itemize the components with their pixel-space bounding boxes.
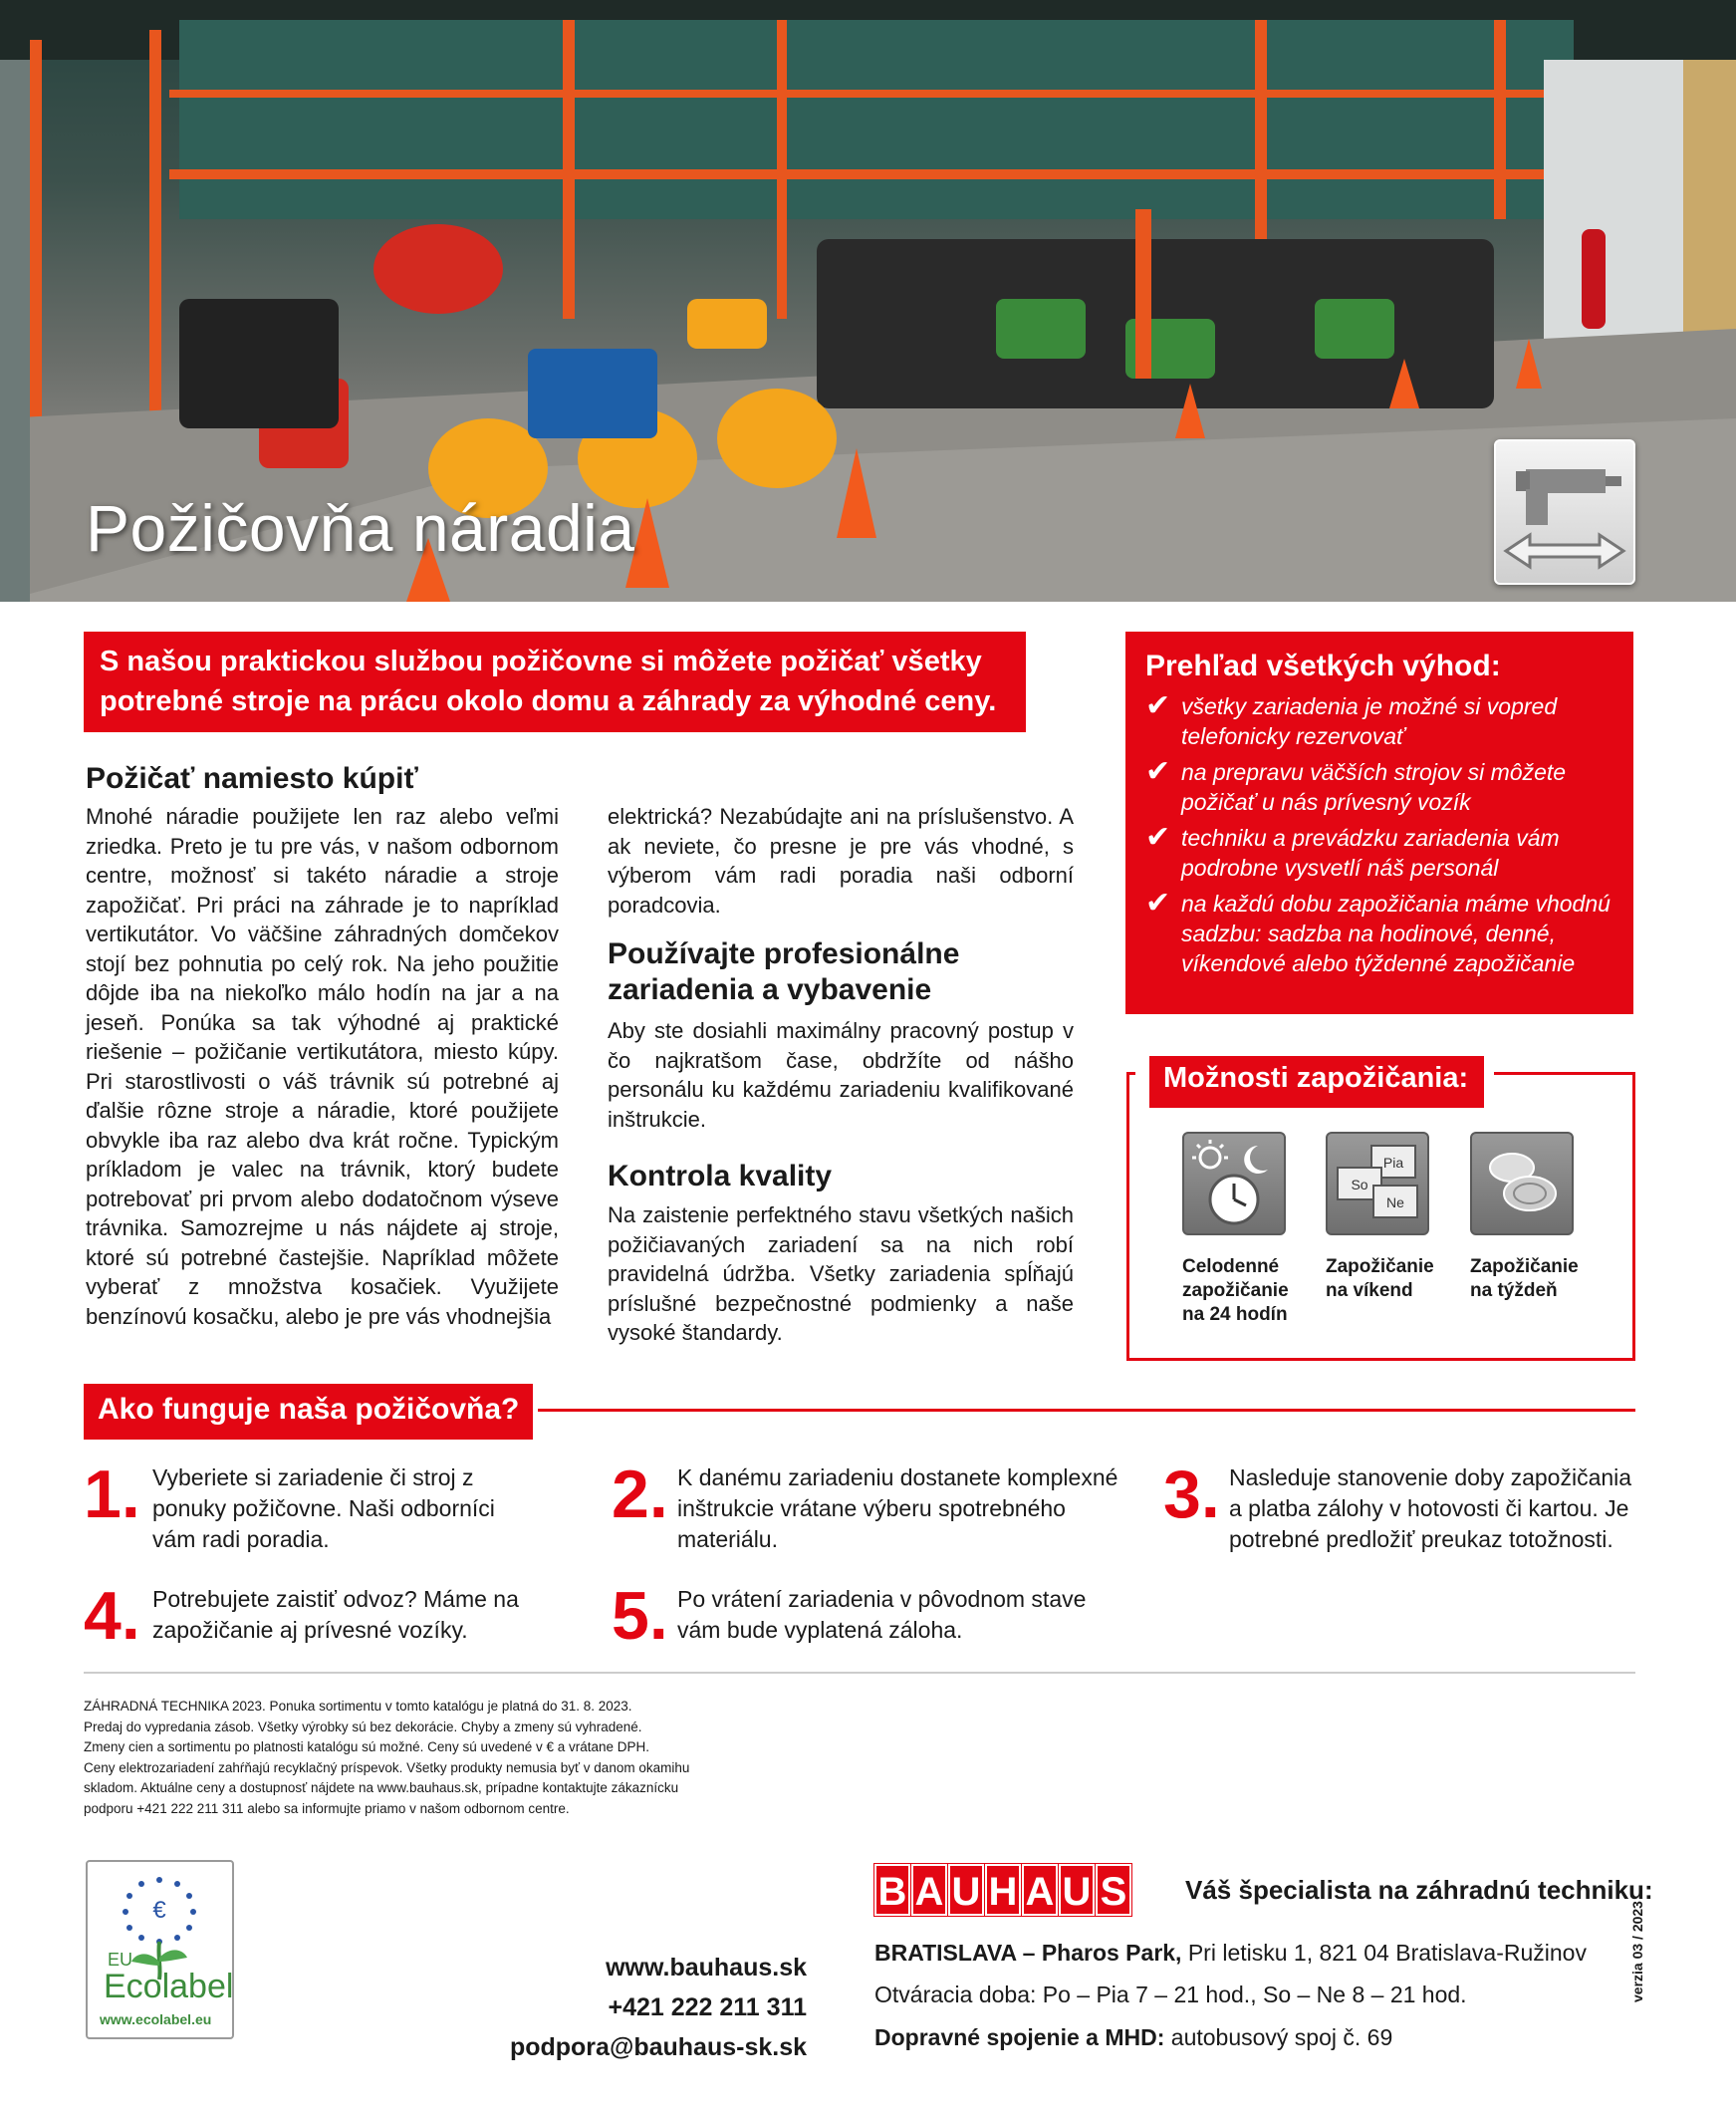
store-city: BRATISLAVA – Pharos Park, [874, 1940, 1182, 1966]
rental-option-label-weekend: Zapožičanie na víkend [1326, 1256, 1434, 1301]
logo-letter: B [874, 1864, 910, 1916]
step-text: Po vrátení zariadenia v pôvodnom stave vám bude vyplatená záloha. [677, 1586, 1087, 1643]
checkmark-icon: ✔ [1145, 689, 1171, 722]
footer-divider [84, 1672, 1635, 1674]
advantages-box [1125, 632, 1633, 1014]
section-heading-rent-instead-of-buy: Požičať namiesto kúpiť [86, 762, 418, 795]
version-label: verzia 03 / 2023 [1629, 1901, 1645, 2002]
section-paragraph-rent-col1: Mnohé náradie použijete len raz alebo veľmi zriedka. Preto je tu pre vás, v našom odbornom centre, možnosť si takéto náradie a stroje zapožičať. Pri práci na záhrade je to napríklad vertikutátor. Vo väčšine záhradných domčekov stojí bez pohnutia po celý rok. Na jeho použitie dôjde iba na niekoľko málo hodín na jar a na jeseň. Ponúka sa tak výhodné aj praktické riešenie – požičanie vertikutátora, miesto kúpy. Pri starostlivosti o váš trávnik sú potrebné aj ďalšie rôzne stroje a náradie, ktoré použijete obvykle iba raz alebo dva krát ročne. Typickým príkladom je valec na trávnik, ktorý budete potrebovať pri prvom alebo dodatočnom výseve trávnika. Samozrejme u nás nájdete aj stroje, ktoré sú potrebné častejšie. Napríklad môžete vyberať z množstva kosačiek. Využijete benzínovú kosačku, alebo je pre vás vhodnejšia [86, 804, 559, 1329]
website-link[interactable]: www.bauhaus.sk [606, 1954, 807, 1982]
section-paragraph-quality: Na zaistenie perfektného stavu všetkých našich požičiavaných zariadení sa na nich robí pravidelná údržba. Všetky zariadenia spĺňajú príslušné bezpečnostné podmienky a naše vysoké štandardy. [608, 1202, 1074, 1345]
transport-label: Dopravné spojenie a MHD: [874, 2024, 1165, 2050]
store-hours: Otváracia doba: Po – Pia 7 – 21 hod., So – Ne 8 – 21 hod. [874, 1982, 1467, 2007]
logo-letter: U [1059, 1864, 1095, 1916]
specialist-title: Váš špecialista na záhradnú techniku: [1185, 1875, 1653, 1905]
rental-option-label-day: Celodenné zapožičanie na 24 hodín [1182, 1256, 1289, 1325]
legal-line: Ceny elektrozariadení zahŕňajú recyklačný príspevok. Všetky produkty nemusia byť v danom okamihu [84, 1759, 690, 1775]
sun-moon-clock-icon [1182, 1132, 1286, 1235]
step-text: Potrebujete zaistiť odvoz? Máme na zapožičanie aj prívesné vozíky. [152, 1586, 519, 1643]
logo-letter: U [948, 1864, 984, 1916]
advantage-text: všetky zariadenia je možné si vopred telefonicky rezervovať [1181, 693, 1558, 749]
intro-banner: S našou praktickou službou požičovne si môžete požičať všetky potrebné stroje na prácu okolo domu a záhrady za výhodné ceny. [84, 632, 1026, 732]
checkmark-icon: ✔ [1145, 887, 1171, 920]
step-number: 3. [1163, 1456, 1220, 1532]
advantages-title: Prehľad všetkých výhod: [1145, 650, 1501, 682]
step-text: Nasleduje stanovenie doby zapožičania a platba zálohy v hotovosti či kartou. Je potrebné predložiť preukaz totožnosti. [1229, 1464, 1632, 1552]
logo-letter: H [985, 1864, 1021, 1916]
ecolabel-url: www.ecolabel.eu [100, 2011, 212, 2027]
advantage-item [1145, 691, 1613, 751]
phone-link[interactable]: +421 222 211 311 [608, 1993, 807, 2021]
step-text: K danému zariadeniu dostanete komplexné inštrukcie vrátane výberu spotrebného materiálu. [677, 1464, 1118, 1552]
section-heading-quality: Kontrola kvality [608, 1160, 833, 1192]
hero-image [0, 0, 1736, 602]
page-title: Požičovňa náradia [86, 491, 635, 565]
step-number: 5. [612, 1578, 668, 1654]
transport-value: autobusový spoj č. 69 [1164, 2024, 1393, 2050]
legal-line: skladom. Aktuálne ceny a dostupnosť nájdete na www.bauhaus.sk, prípadne kontaktujte zákaznícku [84, 1780, 679, 1795]
rental-option-label-week: Zapožičanie na týždeň [1470, 1256, 1579, 1301]
legal-line: Zmeny cien a sortimentu po platnosti katalógu sú možné. Ceny sú uvedené v € a vrátane DPH. [84, 1739, 650, 1754]
section-paragraph-professional: Aby ste dosiahli maximálny pracovný postup v čo najkratšom čase, obdržíte od nášho personálu ku každému zariadeniu kvalifikované inštrukcie. [608, 1018, 1074, 1132]
step-text: Vyberiete si zariadenie či stroj z ponuky požičovne. Naši odborníci vám radi poradia. [152, 1464, 495, 1552]
checkmark-icon: ✔ [1145, 821, 1171, 854]
eu-ecolabel-logo [86, 1860, 234, 2039]
advantage-item [1145, 757, 1613, 817]
contact-block [468, 1948, 807, 2067]
checkmark-icon: ✔ [1145, 755, 1171, 788]
advantage-text: na každú dobu zapožičania máme vhodnú sadzbu: sadzba na hodinové, denné, víkendové alebo týždenné zapožičanie [1181, 891, 1611, 976]
ecolabel-name: Ecolabel [104, 1968, 234, 2005]
weekend-calendar-icon [1326, 1132, 1429, 1235]
email-link[interactable]: podpora@bauhaus-sk.sk [509, 2033, 807, 2061]
section-paragraph-rent-col2: elektrická? Nezabúdajte ani na príslušenstvo. A ak neviete, čo presne je pre vás vhodné, s výberom vám radi poradia naši odborní poradcovia. [608, 804, 1074, 918]
legal-notice [84, 1697, 801, 1819]
how-it-works-title: Ako funguje naša požičovňa? [84, 1384, 533, 1440]
legal-line: podporu +421 222 211 311 alebo sa informujte priamo v našom odbornom centre. [84, 1800, 570, 1816]
section-rule [538, 1409, 1635, 1412]
logo-letter: A [1022, 1864, 1058, 1916]
advantage-text: techniku a prevádzku zariadenia vám podrobne vysvetlí náš personál [1181, 825, 1560, 881]
store-transport [874, 2022, 1392, 2052]
step-number: 1. [84, 1456, 140, 1532]
legal-line: Predaj do vypredania zásob. Všetky výrobky sú bez dekorácie. Chyby a zmeny sú vyhradené. [84, 1719, 642, 1734]
store-address [874, 1938, 1587, 1968]
svg-text:€: € [152, 1897, 166, 1924]
store-street: Pri letisku 1, 821 04 Bratislava-Ružinov [1181, 1940, 1587, 1966]
ecolabel-eu: EU [108, 1950, 133, 1970]
advantage-item [1145, 823, 1613, 883]
logo-letter: A [911, 1864, 947, 1916]
drill-arrows-icon [1494, 439, 1635, 585]
calendar-label-so: So [1351, 1177, 1368, 1192]
advantage-item [1145, 889, 1613, 978]
logo-letter: S [1096, 1864, 1131, 1916]
bauhaus-logo [874, 1864, 1169, 1916]
legal-line: ZÁHRADNÁ TECHNIKA 2023. Ponuka sortimentu v tomto katalógu je platná do 31. 8. 2023. [84, 1699, 632, 1714]
rental-options-title: Možnosti zapožičania: [1149, 1056, 1484, 1108]
section-heading-professional: Používajte profesionálne zariadenia a vybavenie [608, 937, 960, 1006]
week-coins-icon [1470, 1132, 1574, 1235]
step-number: 2. [612, 1456, 668, 1532]
calendar-label-pia: Pia [1382, 1155, 1404, 1171]
advantage-text: na prepravu väčších strojov si môžete požičať u nás prívesný vozík [1181, 759, 1567, 815]
step-number: 4. [84, 1578, 140, 1654]
calendar-label-ne: Ne [1386, 1194, 1404, 1210]
